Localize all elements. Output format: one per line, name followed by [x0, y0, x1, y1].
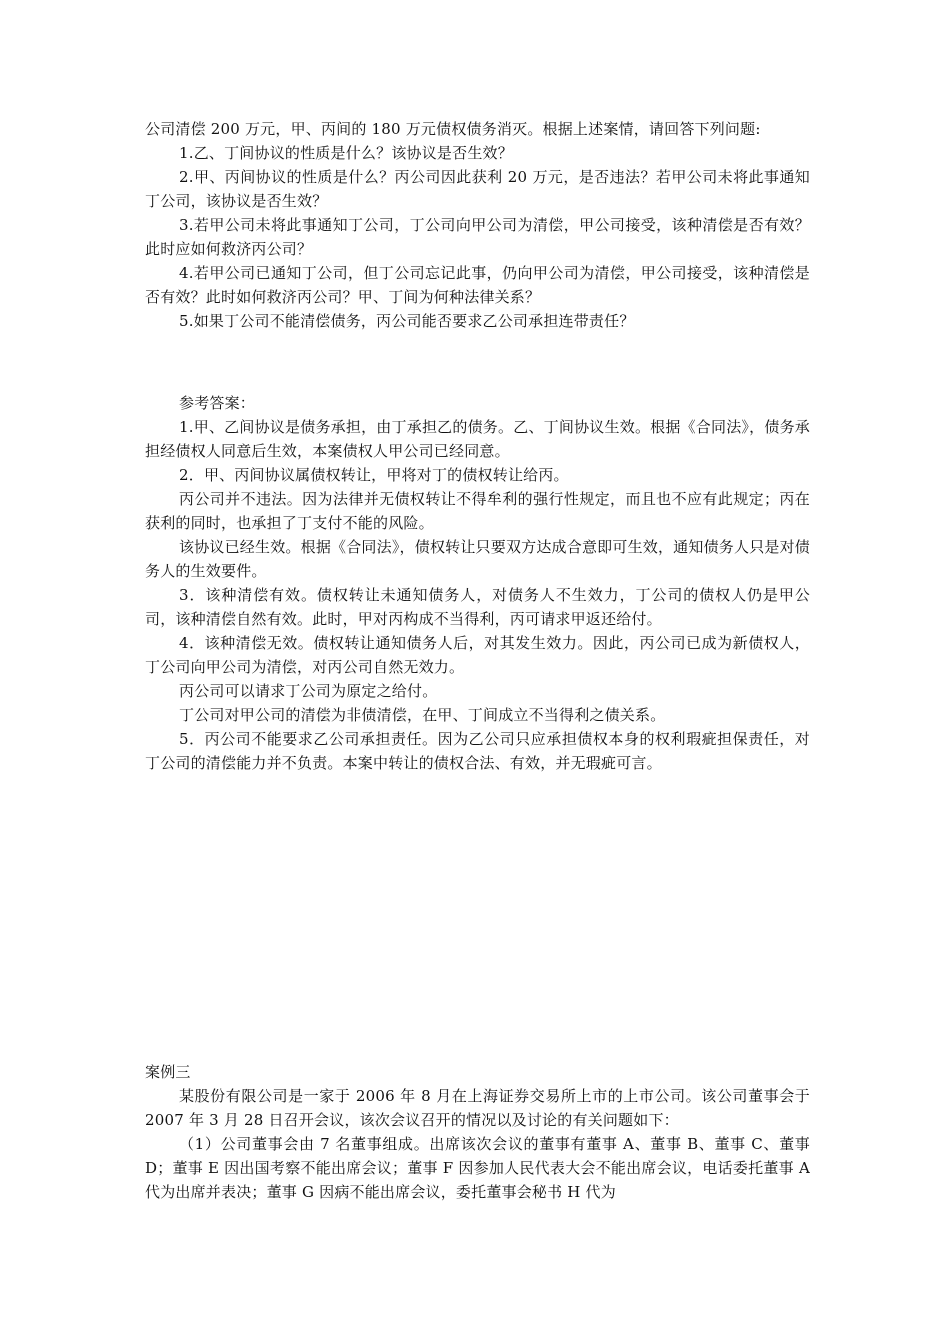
answer-4-remedy: 丙公司可以请求丁公司为原定之给付。	[179, 682, 438, 700]
answers-heading: 参考答案：	[179, 394, 256, 412]
case-three-title: 案例三	[145, 1063, 191, 1081]
answer-2-effectiveness: 该协议已经生效。根据《合同法》，债权转让只要双方达成合意即可生效，通知债务人只是对债务人的生效要件。	[145, 538, 810, 580]
case-three-item-1: （1）公司董事会由 7 名董事组成。出席该次会议的董事有董事 A、董事 B、董事 C、董事 D；董事 E 因出国考察不能出席会议；董事 F 因参加人民代表大会不能出席会议，电话委托董事 A 代为出席并表决；董事 G 因病不能出席会议，委托董事会秘书 H 代为	[145, 1135, 810, 1201]
answer-2-legality: 丙公司并不违法。因为法律并无债权转让不得牟利的强行性规定，而且也不应有此规定；丙在获利的同时，也承担了丁支付不能的风险。	[145, 490, 810, 532]
answer-3: 3．该种清偿有效。债权转让未通知债务人，对债务人不生效力，丁公司的债权人仍是甲公司，该种清偿自然有效。此时，甲对丙构成不当得利，丙可请求甲返还给付。	[145, 586, 810, 628]
questions-section	[145, 117, 810, 333]
answers-section	[145, 391, 810, 775]
answer-2: 2．甲、丙间协议属债权转让，甲将对丁的债权转让给丙。	[179, 466, 569, 484]
question-2: 2.甲、丙间协议的性质是什么？丙公司因此获利 20 万元，是否违法？若甲公司未将此事通知丁公司，该协议是否生效？	[145, 168, 810, 210]
intro-paragraph: 公司清偿 200 万元，甲、丙间的 180 万元债权债务消灭。根据上述案情，请回答下列问题:	[145, 120, 761, 138]
question-5: 5.如果丁公司不能清偿债务，丙公司能否要求乙公司承担连带责任？	[179, 312, 635, 330]
answer-4: 4．该种清偿无效。债权转让通知债务人后，对其发生效力。因此，丙公司已成为新债权人，丁公司向甲公司为清偿，对丙公司自然无效力。	[145, 634, 810, 676]
case-three-intro: 某股份有限公司是一家于 2006 年 8 月在上海证券交易所上市的上市公司。该公司董事会于 2007 年 3 月 28 日召开会议，该次会议召开的情况以及讨论的有关问题如下：	[145, 1087, 810, 1129]
question-3: 3.若甲公司未将此事通知丁公司，丁公司向甲公司为清偿，甲公司接受，该种清偿是否有效？此时应如何救济丙公司？	[145, 216, 810, 258]
question-1: 1.乙、丁间协议的性质是什么？该协议是否生效？	[179, 144, 513, 162]
question-4: 4.若甲公司已通知丁公司，但丁公司忘记此事，仍向甲公司为清偿，甲公司接受，该种清偿是否有效？此时如何救济丙公司？甲、丁间为何种法律关系？	[145, 264, 810, 306]
case-three-section	[145, 1060, 810, 1204]
answer-5: 5．丙公司不能要求乙公司承担责任。因为乙公司只应承担债权本身的权利瑕疵担保责任，对丁公司的清偿能力并不负责。本案中转让的债权合法、有效，并无瑕疵可言。	[145, 730, 810, 772]
answer-4-relation: 丁公司对甲公司的清偿为非债清偿，在甲、丁间成立不当得利之债关系。	[179, 706, 666, 724]
answer-1: 1.甲、乙间协议是债务承担，由丁承担乙的债务。乙、丁间协议生效。根据《合同法》，债务承担经债权人同意后生效，本案债权人甲公司已经同意。	[145, 418, 810, 460]
